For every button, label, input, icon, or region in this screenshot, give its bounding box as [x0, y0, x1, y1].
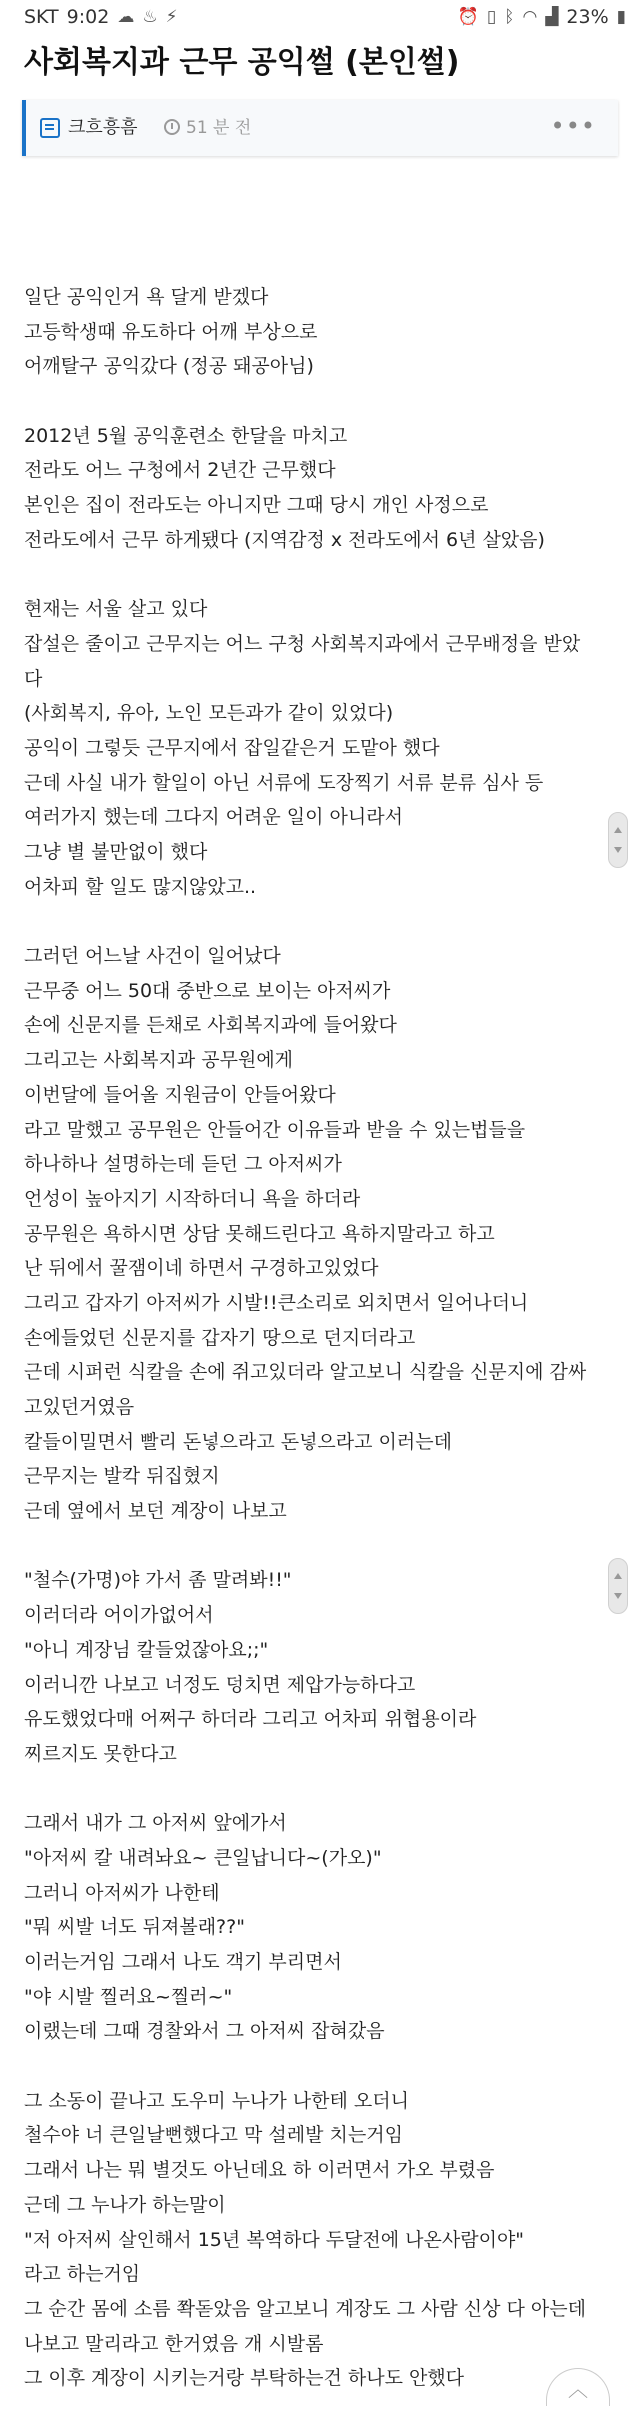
bluetooth-icon: ᛒ: [504, 7, 515, 27]
body-line: [24, 558, 616, 593]
body-line: 근무지는 발칵 뒤집혔지: [24, 1465, 220, 1488]
body-line: 근데 시퍼런 식칼을 손에 쥐고있더라 알고보니 식칼을 신문지에 감싸: [24, 1361, 587, 1384]
body-line: 근데 사실 내가 할일이 아닌 서류에 도장찍기 서류 분류 심사 등: [24, 771, 544, 794]
body-line: "야 시발 찔러요~찔러~": [24, 1985, 233, 2008]
scroll-handle[interactable]: [608, 1558, 628, 1614]
body-line: 칼들이밀면서 빨리 돈넣으라고 돈넣으라고 이러는데: [24, 1430, 452, 1453]
app-icon: ⚡: [165, 7, 178, 27]
body-line: 여러가지 했는데 그다지 어려운 일이 아니라서: [24, 806, 403, 829]
body-line: 손에들었던 신문지를 갑자기 땅으로 던지더라고: [24, 1326, 416, 1349]
body-line: 일단 공익인거 욕 달게 받겠다: [24, 286, 269, 308]
body-line: 고등학생때 유도하다 어깨 부상으로: [24, 320, 318, 343]
body-line: 라고 하는거임: [24, 2263, 141, 2286]
wifi-icon: ◠: [522, 7, 538, 27]
body-line: 전라도에서 근무 하게됐다 (지역감정 x 전라도에서 6년 살았음): [24, 528, 545, 551]
body-line: 그냥 별 불만없이 했다: [24, 841, 208, 863]
body-line: 어깨탈구 공익갔다 (정공 돼공아님): [24, 355, 314, 378]
body-line: 다: [24, 667, 43, 690]
scroll-to-top-button[interactable]: ︿: [546, 2368, 610, 2406]
battery-percent: 23%: [566, 6, 609, 28]
body-line: 공익이 그렇듯 근무지에서 잡일같은거 도맡아 했다: [24, 736, 440, 759]
body-line: 그래서 내가 그 아저씨 앞에가서: [24, 1812, 287, 1835]
body-line: 2012년 5월 공익훈련소 한달을 마치고: [24, 424, 348, 447]
scroll-handle[interactable]: [608, 812, 628, 868]
body-line: 공무원은 욕하시면 상담 못해드린다고 욕하지말라고 하고: [24, 1222, 495, 1245]
body-line: 이번달에 들어올 지원금이 안들어왔다: [24, 1083, 336, 1106]
body-line: 철수야 너 큰일날뻔했다고 막 설레발 치는거임: [24, 2124, 403, 2147]
body-line: 본인은 집이 전라도는 아니지만 그때 당시 개인 사정으로: [24, 494, 489, 517]
body-line: 그 이후 계장이 시키는거랑 부탁하는건 하나도 안했다: [24, 2367, 465, 2390]
body-line: 하나하나 설명하는데 듣던 그 아저씨가: [24, 1153, 342, 1176]
body-line: (사회복지, 유아, 노인 모든과가 같이 있었다): [24, 702, 394, 725]
body-line: 근데 옆에서 보던 계장이 나보고: [24, 1500, 287, 1523]
body-line: 찌르지도 못한다고: [24, 1742, 177, 1765]
battery-icon: ▮: [616, 7, 626, 27]
body-line: 손에 신문지를 든채로 사회복지과에 들어왔다: [24, 1014, 397, 1037]
body-line: 그러니 아저씨가 나한테: [24, 1881, 220, 1904]
body-line: [24, 2049, 616, 2084]
post-meta-card: [22, 100, 618, 156]
board-icon: [40, 118, 60, 138]
status-bar: [0, 0, 640, 40]
body-line: 언성이 높아지기 시작하더니 욕을 하더라: [24, 1187, 361, 1210]
body-line: [24, 1529, 616, 1564]
body-line: 어차피 할 일도 많지않았고..: [24, 875, 257, 898]
body-line: 그 순간 몸에 소름 쫙돋았음 알고보니 계장도 그 사람 신상 다 아는데: [24, 2297, 586, 2320]
body-line: 잡설은 줄이고 근무지는 어느 구청 사회복지과에서 근무배정을 받았: [24, 632, 581, 655]
body-line: 그리고 갑자기 아저씨가 시발!!큰소리로 외치면서 일어나더니: [24, 1291, 529, 1314]
body-line: 라고 말했고 공무원은 안들어간 이유들과 받을 수 있는법들을: [24, 1118, 526, 1141]
signal-icon: ▟: [545, 7, 559, 27]
body-line: "뭐 씨발 너도 뒤져볼래??": [24, 1916, 245, 1939]
vibrate-icon: ▯: [486, 7, 497, 27]
app-icon: ♨: [142, 7, 158, 27]
body-line: 그리고는 사회복지과 공무원에게: [24, 1049, 294, 1072]
body-line: 이러는거임 그래서 나도 객기 부리면서: [24, 1951, 342, 1973]
body-line: 그 소동이 끝나고 도우미 누나가 나한테 오더니: [24, 2089, 409, 2112]
body-line: 이랬는데 그때 경찰와서 그 아저씨 잡혀갔음: [24, 2020, 385, 2043]
body-line: 근무중 어느 50대 중반으로 보이는 아저씨가: [24, 979, 391, 1002]
body-line: 유도했었다매 어쩌구 하더라 그리고 어차피 위협용이라: [24, 1708, 477, 1731]
body-line: 나보고 말리라고 한거였음 개 시발롬: [24, 2332, 324, 2355]
clock-time: 9:02: [66, 6, 110, 28]
body-line: [24, 904, 616, 939]
cloud-icon: ☁: [117, 7, 135, 27]
body-line: "아니 계장님 칼들었잖아요;;": [24, 1638, 269, 1661]
body-line: 난 뒤에서 꿀잼이네 하면서 구경하고있었다: [24, 1257, 379, 1280]
author-name[interactable]: 크흐흥흠: [68, 117, 138, 138]
body-line: 근데 그 누나가 하는말이: [24, 2193, 226, 2216]
body-line: "저 아저씨 살인해서 15년 복역하다 두달전에 나온사람이야": [24, 2228, 525, 2251]
body-line: 이러니깐 나보고 너정도 덩치면 제압가능하다고: [24, 1673, 416, 1696]
alarm-icon: ⏰: [457, 7, 479, 27]
post-time: 51 분 전: [186, 118, 252, 138]
body-line: 현재는 서울 살고 있다: [24, 598, 208, 621]
body-line: "아저씨 칼 내려놔요~ 큰일납니다~(가오)": [24, 1846, 382, 1869]
carrier-label: SKT: [24, 6, 59, 28]
body-line: 고있던거였음: [24, 1396, 135, 1418]
body-line: [24, 384, 616, 419]
body-line: "철수(가명)야 가서 좀 말려봐!!": [24, 1569, 292, 1592]
more-options-icon[interactable]: •••: [550, 112, 596, 140]
body-line: 전라도 어느 구청에서 2년간 근무했다: [24, 459, 336, 482]
body-line: 이러더라 어이가없어서: [24, 1604, 214, 1627]
clock-icon: [164, 119, 180, 135]
body-line: 그러던 어느날 사건이 일어났다: [24, 945, 281, 968]
body-line: 그래서 나는 뭐 별것도 아닌데요 하 이러면서 가오 부렸음: [24, 2159, 495, 2182]
post-body: [24, 280, 616, 2396]
body-line: [24, 1772, 616, 1807]
post-title: 사회복지과 근무 공익썰 (본인썰): [24, 45, 460, 80]
